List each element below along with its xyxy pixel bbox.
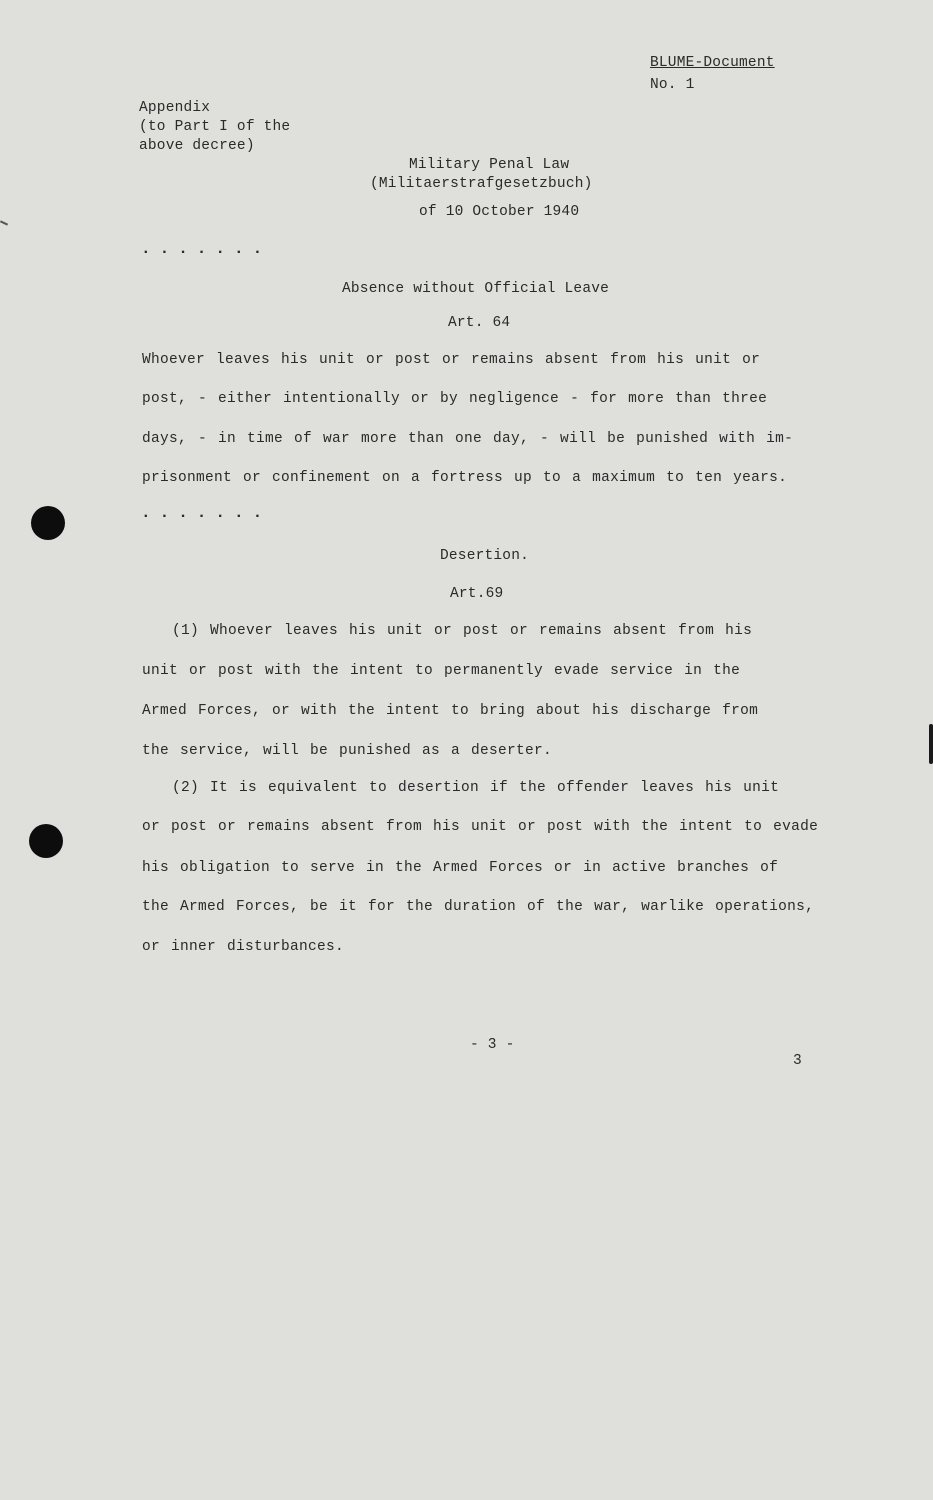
paragraph-line: prisonment or confinement on a fortress up to a maximum to ten years.	[142, 470, 788, 486]
paragraph-line: the service, will be punished as a deserter.	[142, 743, 553, 759]
appendix-line-3: above decree)	[139, 138, 255, 154]
paragraph-line: Armed Forces, or with the intent to bring about his discharge from	[142, 703, 759, 719]
section-heading: Absence without Official Leave	[342, 281, 610, 297]
appendix-line-1: Appendix	[139, 100, 211, 116]
document-number: No. 1	[650, 77, 695, 93]
document-reference: BLUME-Document	[650, 55, 775, 71]
paragraph-line: (2) It is equivalent to desertion if the offender leaves his unit	[172, 780, 780, 796]
article-number: Art.69	[450, 586, 504, 602]
ellipsis-marker: ·······	[141, 507, 272, 525]
punch-hole-top	[31, 506, 65, 540]
paragraph-line: his obligation to serve in the Armed Forces or in active branches of	[142, 860, 779, 876]
title-line-3: of 10 October 1940	[419, 204, 580, 220]
paragraph-line: the Armed Forces, be it for the duration of the war, warlike operations,	[142, 899, 815, 915]
paragraph-line: or inner disturbances.	[142, 939, 345, 955]
edge-mark	[929, 724, 933, 764]
paragraph-line: (1) Whoever leaves his unit or post or remains absent from his	[172, 623, 753, 639]
margin-tick	[0, 220, 8, 225]
appendix-line-2: (to Part I of the	[139, 119, 291, 135]
paragraph-line: post, - either intentionally or by negligence - for more than three	[142, 391, 768, 407]
title-line-1: Military Penal Law	[409, 157, 570, 173]
paragraph-line: or post or remains absent from his unit or post with the intent to evade	[142, 819, 819, 835]
article-number: Art. 64	[448, 315, 511, 331]
title-line-2: (Militaerstrafgesetzbuch)	[370, 176, 593, 192]
ellipsis-marker: ·······	[141, 243, 272, 261]
page-number-right: 3	[793, 1053, 802, 1069]
paragraph-line: Whoever leaves his unit or post or remains absent from his unit or	[142, 352, 761, 368]
section-heading: Desertion.	[440, 548, 530, 564]
page-number-center: - 3 -	[470, 1037, 515, 1053]
punch-hole-bottom	[29, 824, 63, 858]
paragraph-line: unit or post with the intent to permanently evade service in the	[142, 663, 741, 679]
paragraph-line: days, - in time of war more than one day, - will be punished with im-	[142, 431, 794, 447]
